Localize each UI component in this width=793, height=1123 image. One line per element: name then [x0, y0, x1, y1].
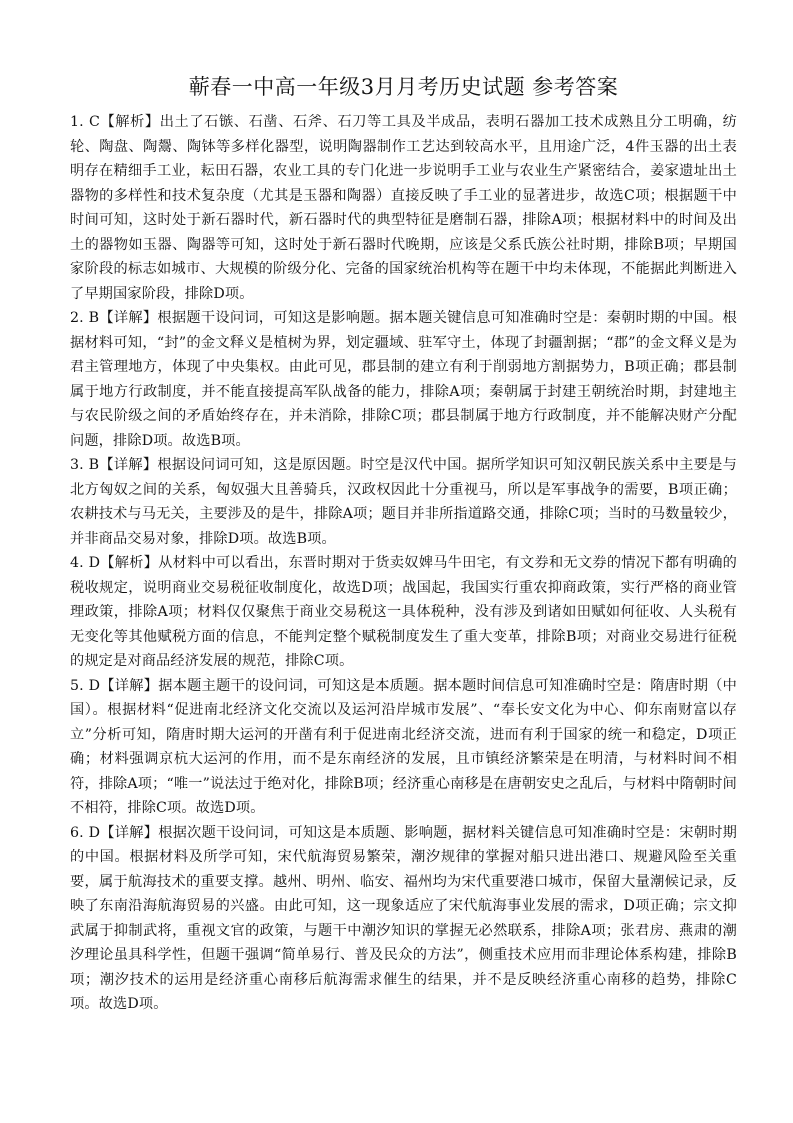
answer-item-3: 3. B【详解】根据设问词可知，这是原因题。时空是汉代中国。据所学知识可知汉朝民族关系中主要是与北方匈奴之间的关系，匈奴强大且善骑兵，汉政权因此十分重视马，所以是军事战争的需要，B项正确；农耕技术与马无关，主要涉及的是牛，排除A项；题目并非所指道路交通，排除C项；当时的马数量较少，并非商品交易对象，排除D项。故选B项。: [70, 457, 737, 547]
document-title: 蕲春一中高一年级3月月考历史试题 参考答案: [188, 75, 619, 99]
answer-item-6: 6. D【详解】根据次题干设问词，可知这是本质题、影响题，据材料关键信息可知准确时空是：宋朝时期的中国。根据材料及所学可知，宋代航海贸易繁荣，潮汐规律的掌握对船只进出港口、规避风险至关重要，属于航海技术的重要支撑。越州、明州、临安、福州均为宋代重要港口城市，保留大量潮候记录，反映了东南沿海航海贸易的兴盛。由此可知，这一现象适应了宋代航海事业发展的需求，D项正确；宗文抑武属于抑制武将，重视文官的政策，与题干中潮汐知识的掌握无必然联系，排除A项；张君房、燕肃的潮汐理论虽具科学性，但题干强调“简单易行、普及民众的方法”，侧重技术应用而非理论体系构建，排除B项；潮汐技术的运用是经济重心南移后航海需求催生的结果，并不是反映经济重心南移的趋势，排除C项。故选D项。: [70, 824, 737, 1012]
answer-item-5: 5. D【详解】据本题主题干的设问词，可知这是本质题。据本题时间信息可知准确时空是：隋唐时期（中国）。根据材料“促进南北经济文化交流以及运河沿岸城市发展”、“奉长安文化为中心、仰东南财富以存立”分析可知，隋唐时期大运河的开凿有利于促进南北经济交流，进而有利于国家的统一和稳定，D项正确；材料强调京杭大运河的作用，而不是东南经济的发展，且市镇经济繁荣是在明清，与材料时间不相符，排除A项；“唯一”说法过于绝对化，排除B项；经济重心南移是在唐朝安史之乱后，与材料中隋朝时间不相符，排除C项。故选D项。: [70, 677, 737, 816]
answer-list: [70, 110, 737, 1017]
answer-item-1: 1. C【解析】出土了石镞、石凿、石斧、石刀等工具及半成品，表明石器加工技术成熟且分工明确，纺轮、陶盘、陶鬶、陶钵等多样化器型，说明陶器制作工艺达到较高水平，且用途广泛，4件玉器的出土表明存在精细手工业，耘田石器，农业工具的专门化进一步说明手工业与农业生产紧密结合，姜家遗址出土器物的多样性和技术复杂度（尤其是玉器和陶器）直接反映了手工业的显著进步，故选C项；根据题干中时间可知，这时处于新石器时代，新石器时代的典型特征是磨制石器，排除A项；根据材料中的时间及出土的器物如玉器、陶器等可知，这时处于新石器时代晚期，应该是父系氏族公社时期，排除B项；早期国家阶段的标志如城市、大规模的阶级分化、完备的国家统治机构等在题干中均未体现，不能据此判断进入了早期国家阶段，排除D项。: [70, 114, 737, 302]
answer-item-2: 2. B【详解】根据题干设问词，可知这是影响题。据本题关键信息可知准确时空是：秦朝时期的中国。根据材料可知，“封”的金文释义是植树为界，划定疆域、驻军守土，体现了封疆割据；“郡”的金文释义是为君主管理地方，体现了中央集权。由此可见，郡县制的建立有利于削弱地方割据势力，B项正确；郡县制属于地方行政制度，并不能直接提高军队战备的能力，排除A项；秦朝属于封建王朝统治时期，封建地主与农民阶级之间的矛盾始终存在，并未消除，排除C项；郡县制属于地方行政制度，并不能解决财产分配问题，排除D项。故选B项。: [70, 310, 737, 449]
answer-item-4: 4. D【解析】从材料中可以看出，东晋时期对于货卖奴婢马牛田宅，有文券和无文券的情况下都有明确的税收规定，说明商业交易税征收制度化，故选D项；战国起，我国实行重农抑商政策，实行严格的商业管理政策，排除A项；材料仅仅聚焦于商业交易税这一具体税种，没有涉及到诸如田赋如何征收、人头税有无变化等其他赋税方面的信息，不能判定整个赋税制度发生了重大变革，排除B项；对商业交易进行征税的规定是对商品经济发展的规范，排除C项。: [70, 555, 737, 669]
